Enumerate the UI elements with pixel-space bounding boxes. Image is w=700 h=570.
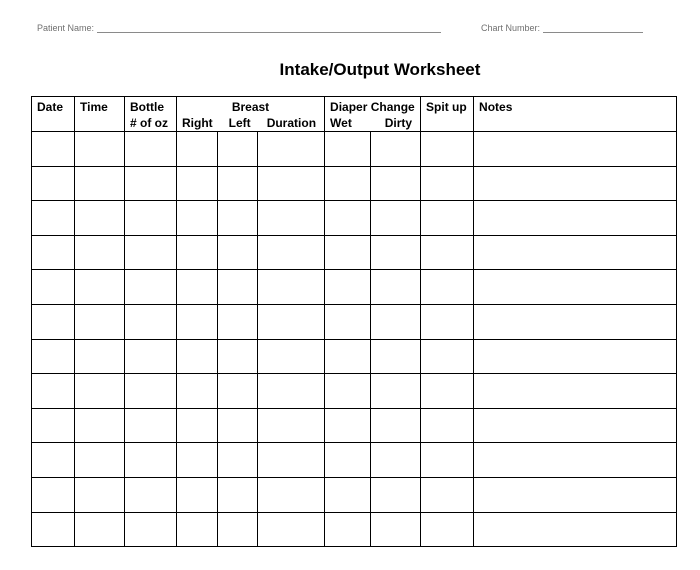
cell-time[interactable]: [75, 477, 125, 512]
cell-time[interactable]: [75, 201, 125, 236]
cell-notes[interactable]: [474, 374, 677, 409]
table-row: [32, 443, 677, 478]
cell-breast-right[interactable]: [177, 374, 218, 409]
cell-diaper-wet[interactable]: [325, 339, 371, 374]
cell-diaper-dirty[interactable]: [371, 512, 421, 547]
table-row: [32, 339, 677, 374]
cell-breast-duration[interactable]: [258, 235, 325, 270]
cell-spit-up[interactable]: [421, 408, 474, 443]
cell-breast-left[interactable]: [218, 304, 258, 339]
cell-spit-up[interactable]: [421, 270, 474, 305]
header-bottle-unit: # of oz: [130, 116, 168, 130]
table-row: [32, 304, 677, 339]
cell-diaper-wet[interactable]: [325, 304, 371, 339]
header-date: [32, 97, 75, 132]
cell-spit-up[interactable]: [421, 304, 474, 339]
cell-diaper-dirty[interactable]: [371, 132, 421, 167]
cell-date[interactable]: [32, 201, 75, 236]
cell-time[interactable]: [75, 374, 125, 409]
cell-breast-duration[interactable]: [258, 304, 325, 339]
chart-number-field: [481, 22, 643, 33]
cell-spit-up[interactable]: [421, 339, 474, 374]
cell-notes[interactable]: [474, 477, 677, 512]
cell-breast-right[interactable]: [177, 304, 218, 339]
cell-date[interactable]: [32, 443, 75, 478]
cell-diaper-wet[interactable]: [325, 512, 371, 547]
cell-date[interactable]: [32, 304, 75, 339]
cell-time[interactable]: [75, 304, 125, 339]
cell-breast-duration[interactable]: [258, 132, 325, 167]
cell-spit-up[interactable]: [421, 374, 474, 409]
cell-breast-duration[interactable]: [258, 443, 325, 478]
header-date-label: Date: [37, 100, 64, 114]
cell-diaper-dirty[interactable]: [371, 166, 421, 201]
cell-bottle-oz[interactable]: [125, 304, 177, 339]
header-diaper-label: Diaper Change: [330, 100, 415, 114]
cell-spit-up[interactable]: [421, 235, 474, 270]
cell-breast-right[interactable]: [177, 166, 218, 201]
cell-diaper-dirty[interactable]: [371, 304, 421, 339]
cell-diaper-wet[interactable]: [325, 477, 371, 512]
cell-date[interactable]: [32, 408, 75, 443]
cell-diaper-wet[interactable]: [325, 132, 371, 167]
cell-breast-right[interactable]: [177, 132, 218, 167]
cell-breast-right[interactable]: [177, 201, 218, 236]
cell-breast-left[interactable]: [218, 339, 258, 374]
header-notes-label: Notes: [479, 100, 513, 114]
cell-diaper-dirty[interactable]: [371, 408, 421, 443]
header-diaper-wet: Wet: [330, 116, 352, 130]
cell-breast-duration[interactable]: [258, 374, 325, 409]
header-row: [32, 97, 677, 132]
cell-time[interactable]: [75, 235, 125, 270]
cell-breast-duration[interactable]: [258, 408, 325, 443]
cell-diaper-wet[interactable]: [325, 235, 371, 270]
cell-notes[interactable]: [474, 270, 677, 305]
intake-output-table: [31, 96, 677, 547]
cell-breast-left[interactable]: [218, 374, 258, 409]
cell-diaper-wet[interactable]: [325, 443, 371, 478]
cell-time[interactable]: [75, 408, 125, 443]
header-spit-up-label: Spit up: [426, 100, 467, 114]
cell-date[interactable]: [32, 270, 75, 305]
cell-notes[interactable]: [474, 235, 677, 270]
cell-bottle-oz[interactable]: [125, 201, 177, 236]
cell-bottle-oz[interactable]: [125, 339, 177, 374]
header-breast-right: Right: [182, 116, 213, 130]
cell-breast-left[interactable]: [218, 132, 258, 167]
cell-breast-duration[interactable]: [258, 201, 325, 236]
table-row: [32, 235, 677, 270]
header-breast-label: Breast: [231, 100, 270, 114]
cell-spit-up[interactable]: [421, 166, 474, 201]
patient-name-label: Patient Name:: [37, 23, 95, 33]
cell-diaper-wet[interactable]: [325, 201, 371, 236]
table-body: [32, 97, 677, 547]
page-title: Intake/Output Worksheet: [279, 60, 481, 79]
cell-breast-duration[interactable]: [258, 270, 325, 305]
cell-breast-right[interactable]: [177, 408, 218, 443]
cell-bottle-oz[interactable]: [125, 132, 177, 167]
cell-notes[interactable]: [474, 408, 677, 443]
cell-diaper-wet[interactable]: [325, 166, 371, 201]
cell-bottle-oz[interactable]: [125, 443, 177, 478]
cell-notes[interactable]: [474, 304, 677, 339]
cell-breast-right[interactable]: [177, 270, 218, 305]
cell-spit-up[interactable]: [421, 512, 474, 547]
cell-time[interactable]: [75, 339, 125, 374]
cell-notes[interactable]: [474, 201, 677, 236]
cell-breast-left[interactable]: [218, 443, 258, 478]
cell-spit-up[interactable]: [421, 201, 474, 236]
cell-breast-duration[interactable]: [258, 477, 325, 512]
header-bottle-label: Bottle: [130, 100, 164, 114]
header-time-label: Time: [80, 100, 108, 114]
cell-breast-left[interactable]: [218, 512, 258, 547]
cell-diaper-wet[interactable]: [325, 374, 371, 409]
header-diaper: [325, 97, 421, 132]
cell-bottle-oz[interactable]: [125, 477, 177, 512]
table-row: [32, 374, 677, 409]
table-row: [32, 408, 677, 443]
cell-notes[interactable]: [474, 512, 677, 547]
cell-diaper-dirty[interactable]: [371, 339, 421, 374]
cell-breast-right[interactable]: [177, 443, 218, 478]
cell-breast-duration[interactable]: [258, 339, 325, 374]
table-row: [32, 477, 677, 512]
cell-time[interactable]: [75, 443, 125, 478]
cell-date[interactable]: [32, 235, 75, 270]
cell-bottle-oz[interactable]: [125, 374, 177, 409]
cell-notes[interactable]: [474, 339, 677, 374]
cell-bottle-oz[interactable]: [125, 166, 177, 201]
cell-breast-duration[interactable]: [258, 512, 325, 547]
patient-name-line[interactable]: [97, 22, 441, 33]
cell-date[interactable]: [32, 512, 75, 547]
cell-date[interactable]: [32, 339, 75, 374]
header-bottle: [125, 97, 177, 132]
cell-breast-left[interactable]: [218, 166, 258, 201]
cell-notes[interactable]: [474, 166, 677, 201]
table-row: [32, 270, 677, 305]
cell-diaper-dirty[interactable]: [371, 201, 421, 236]
cell-breast-duration[interactable]: [258, 166, 325, 201]
cell-date[interactable]: [32, 166, 75, 201]
cell-spit-up[interactable]: [421, 443, 474, 478]
cell-date[interactable]: [32, 477, 75, 512]
cell-breast-right[interactable]: [177, 235, 218, 270]
cell-breast-left[interactable]: [218, 477, 258, 512]
table-row: [32, 201, 677, 236]
cell-bottle-oz[interactable]: [125, 408, 177, 443]
cell-diaper-dirty[interactable]: [371, 443, 421, 478]
cell-breast-left[interactable]: [218, 408, 258, 443]
cell-bottle-oz[interactable]: [125, 512, 177, 547]
cell-time[interactable]: [75, 166, 125, 201]
table-row: [32, 512, 677, 547]
cell-date[interactable]: [32, 132, 75, 167]
header-breast-duration: Duration: [266, 116, 317, 130]
header-spit-up: [421, 97, 474, 132]
cell-bottle-oz[interactable]: [125, 235, 177, 270]
cell-diaper-dirty[interactable]: [371, 235, 421, 270]
header-diaper-dirty: Dirty: [384, 116, 413, 130]
cell-breast-left[interactable]: [218, 201, 258, 236]
cell-notes[interactable]: [474, 443, 677, 478]
table-row: [32, 166, 677, 201]
patient-name-field: [37, 22, 441, 33]
cell-diaper-dirty[interactable]: [371, 270, 421, 305]
cell-diaper-dirty[interactable]: [371, 374, 421, 409]
cell-bottle-oz[interactable]: [125, 270, 177, 305]
chart-number-line[interactable]: [543, 22, 643, 33]
cell-notes[interactable]: [474, 132, 677, 167]
cell-time[interactable]: [75, 512, 125, 547]
chart-number-label: Chart Number:: [481, 23, 541, 33]
cell-diaper-wet[interactable]: [325, 270, 371, 305]
cell-spit-up[interactable]: [421, 132, 474, 167]
header-notes: [474, 97, 677, 132]
cell-time[interactable]: [75, 132, 125, 167]
cell-diaper-wet[interactable]: [325, 408, 371, 443]
cell-time[interactable]: [75, 270, 125, 305]
header-time: [75, 97, 125, 132]
cell-diaper-dirty[interactable]: [371, 477, 421, 512]
header-breast: [177, 97, 325, 132]
cell-breast-right[interactable]: [177, 477, 218, 512]
cell-spit-up[interactable]: [421, 477, 474, 512]
cell-date[interactable]: [32, 374, 75, 409]
cell-breast-right[interactable]: [177, 339, 218, 374]
table-row: [32, 132, 677, 167]
cell-breast-right[interactable]: [177, 512, 218, 547]
cell-breast-left[interactable]: [218, 270, 258, 305]
cell-breast-left[interactable]: [218, 235, 258, 270]
header-breast-left: Left: [228, 116, 251, 130]
